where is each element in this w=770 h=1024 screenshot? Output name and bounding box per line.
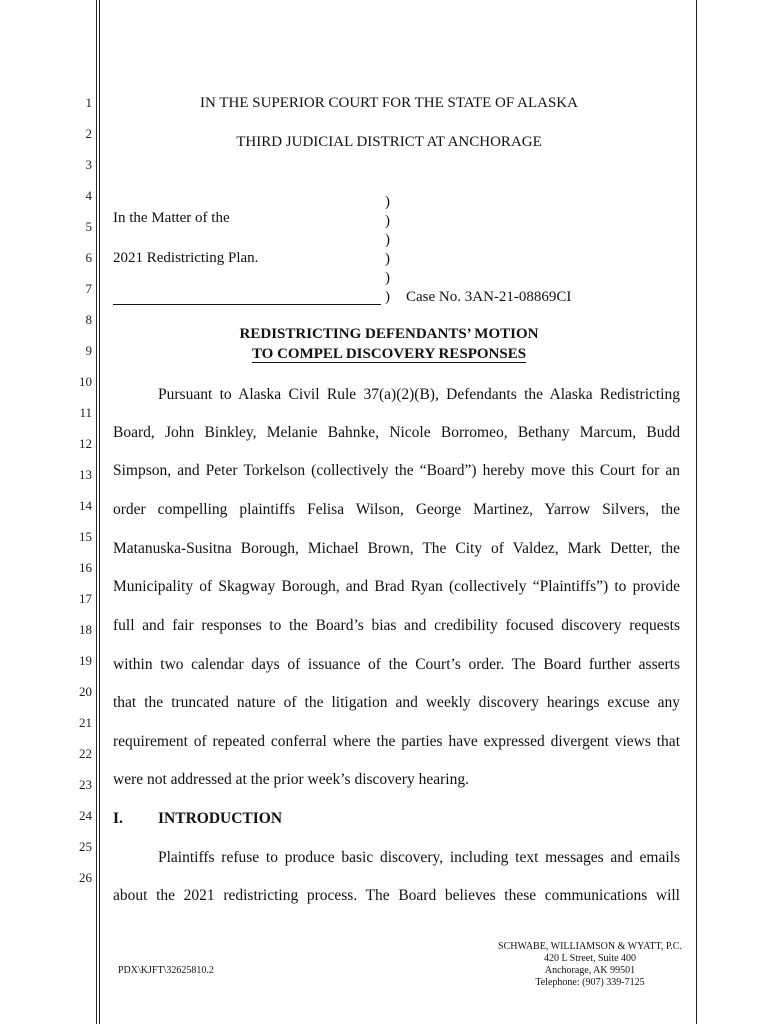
line-number: 16 (79, 560, 92, 575)
line-number: 7 (85, 281, 92, 296)
body-line: within two calendar days of issuance of the Court’s order. The Board further asserts (113, 656, 680, 673)
body-line: Board, John Binkley, Melanie Bahnke, Nicole Borromeo, Bethany Marcum, Budd (113, 424, 680, 441)
firm-name: SCHWABE, WILLIAMSON & WYATT, P.C. (498, 941, 682, 952)
line-number: 1 (85, 95, 92, 110)
line-number: 8 (85, 312, 92, 327)
body-line: requirement of repeated conferral where the parties have expressed divergent views that (113, 733, 680, 750)
body-line: Pursuant to Alaska Civil Rule 37(a)(2)(B), Defendants the Alaska Redistricting (158, 386, 680, 403)
line-number: 21 (79, 715, 92, 730)
line-number: 20 (79, 684, 92, 699)
line-number: 23 (79, 777, 92, 792)
line-number: 22 (79, 746, 92, 761)
firm-block (478, 941, 702, 989)
line-number: 26 (79, 870, 92, 885)
line-number: 19 (79, 653, 92, 668)
court-district: THIRD JUDICIAL DISTRICT AT ANCHORAGE (236, 134, 542, 150)
body-line: Matanuska-Susitna Borough, Michael Brown, The City of Valdez, Mark Detter, the (113, 540, 680, 557)
caption-paren-1: ) (385, 194, 390, 210)
caption-paren-3: ) (385, 232, 390, 248)
caption-underline (113, 304, 381, 305)
line-number: 3 (85, 157, 92, 172)
section-number: I. (113, 810, 123, 827)
firm-street: 420 L Street, Suite 400 (543, 953, 637, 964)
body-line: Municipality of Skagway Borough, and Brad Ryan (collectively “Plaintiffs”) to provide (113, 578, 680, 595)
line-number: 14 (79, 498, 92, 513)
line-number: 12 (79, 436, 92, 451)
firm-city: Anchorage, AK 99501 (544, 965, 636, 976)
court-name: IN THE SUPERIOR COURT FOR THE STATE OF ALASKA (200, 95, 578, 111)
firm-phone: Telephone: (907) 339-7125 (535, 977, 645, 988)
line-number: 11 (79, 405, 92, 420)
line-number: 2 (85, 126, 92, 141)
line-number: 10 (79, 374, 92, 389)
caption-paren-6: ) (385, 289, 390, 305)
case-number: Case No. 3AN-21-08869CI (406, 289, 572, 305)
line-number: 13 (79, 467, 92, 482)
intro-line: Plaintiffs refuse to produce basic discovery, including text messages and emails (158, 849, 680, 866)
left-margin-rule-2 (99, 0, 100, 1024)
line-number: 25 (79, 839, 92, 854)
intro-line: about the 2021 redistricting process. The Board believes these communications will (113, 887, 680, 904)
caption-matter-line2: 2021 Redistricting Plan. (113, 250, 259, 266)
line-number: 17 (79, 591, 92, 606)
line-number: 15 (79, 529, 92, 544)
line-number: 18 (79, 622, 92, 637)
line-number: 4 (85, 188, 92, 203)
line-number: 9 (85, 343, 92, 358)
motion-title-line2: TO COMPEL DISCOVERY RESPONSES (251, 346, 527, 362)
caption-paren-4: ) (385, 251, 390, 267)
body-line: that the truncated nature of the litigation and weekly discovery hearings excuse any (113, 694, 680, 711)
caption-paren-2: ) (385, 213, 390, 229)
right-margin-rule (696, 0, 697, 1024)
body-line: order compelling plaintiffs Felisa Wilson, George Martinez, Yarrow Silvers, the (113, 501, 680, 518)
body-line: full and fair responses to the Board’s bias and credibility focused discovery requests (113, 617, 680, 634)
body-line: Simpson, and Peter Torkelson (collectively the “Board”) hereby move this Court for an (113, 462, 680, 479)
caption-matter-line1: In the Matter of the (113, 210, 230, 226)
document-id: PDX\KJFT\32625810.2 (118, 965, 214, 976)
section-heading: INTRODUCTION (158, 810, 283, 827)
motion-title-line1: REDISTRICTING DEFENDANTS’ MOTION (239, 326, 539, 342)
caption-paren-5: ) (385, 270, 390, 286)
line-number: 5 (85, 219, 92, 234)
left-margin-rule-1 (96, 0, 97, 1024)
line-number: 6 (85, 250, 92, 265)
line-number: 24 (79, 808, 92, 823)
body-line: were not addressed at the prior week’s discovery hearing. (113, 771, 469, 788)
